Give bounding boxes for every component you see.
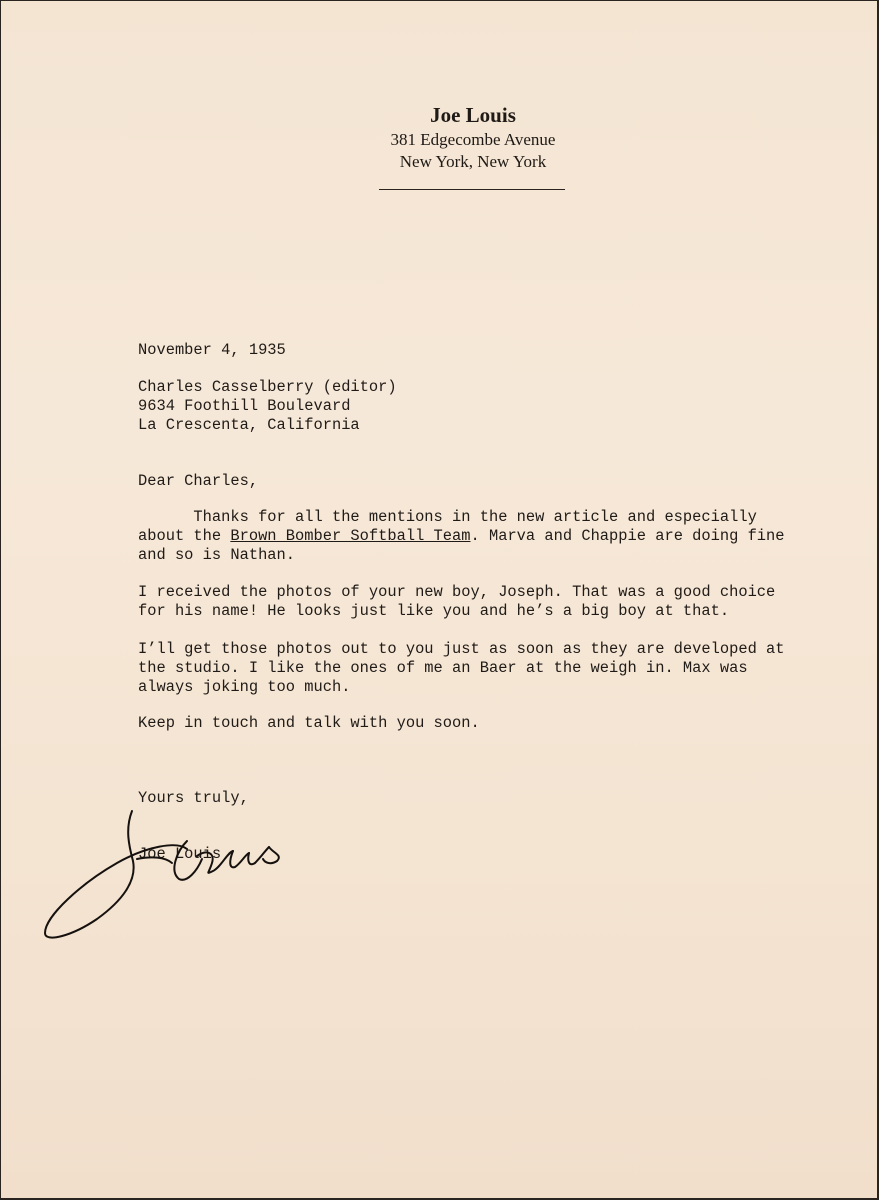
- paragraph-3-line-1: I’ll get those photos out to you just as soon as they are developed at: [138, 640, 785, 658]
- paragraph-1-line-3: and so is Nathan.: [138, 546, 296, 564]
- closing: Yours truly,: [138, 789, 249, 807]
- paragraph-3-line-2: the studio. I like the ones of me an Baer at the weigh in. Max was: [138, 659, 748, 677]
- paragraph-2-line-2: for his name! He looks just like you and he’s a big boy at that.: [138, 602, 730, 620]
- letter-page: [1, 1, 877, 1198]
- paragraph-1-line-2: [138, 527, 785, 546]
- paragraph-1-line-1: Thanks for all the mentions in the new article and especially: [138, 508, 757, 526]
- letterhead-name: Joe Louis: [430, 103, 516, 127]
- letterhead-street: 381 Edgecombe Avenue: [390, 130, 556, 149]
- letter-date: November 4, 1935: [138, 341, 286, 359]
- handwritten-signature: [37, 801, 297, 951]
- paragraph-2-line-1: I received the photos of your new boy, Joseph. That was a good choice: [138, 583, 776, 601]
- recipient-name: Charles Casselberry (editor): [138, 378, 397, 396]
- typed-signature: Joe Louis: [138, 845, 222, 863]
- team-name-underlined: Brown Bomber Softball Team: [230, 527, 471, 545]
- recipient-city: La Crescenta, California: [138, 416, 360, 434]
- letterhead-divider: [379, 189, 565, 190]
- paragraph-1-line-2-start: about the: [138, 527, 231, 545]
- recipient-street: 9634 Foothill Boulevard: [138, 397, 351, 415]
- salutation: Dear Charles,: [138, 472, 259, 490]
- letterhead: [301, 101, 645, 173]
- paragraph-4-line-1: Keep in touch and talk with you soon.: [138, 714, 480, 732]
- paragraph-3-line-3: always joking too much.: [138, 678, 351, 696]
- letterhead-city: New York, New York: [399, 152, 547, 171]
- paragraph-1-line-2-end: . Marva and Chappie are doing fine: [470, 527, 785, 545]
